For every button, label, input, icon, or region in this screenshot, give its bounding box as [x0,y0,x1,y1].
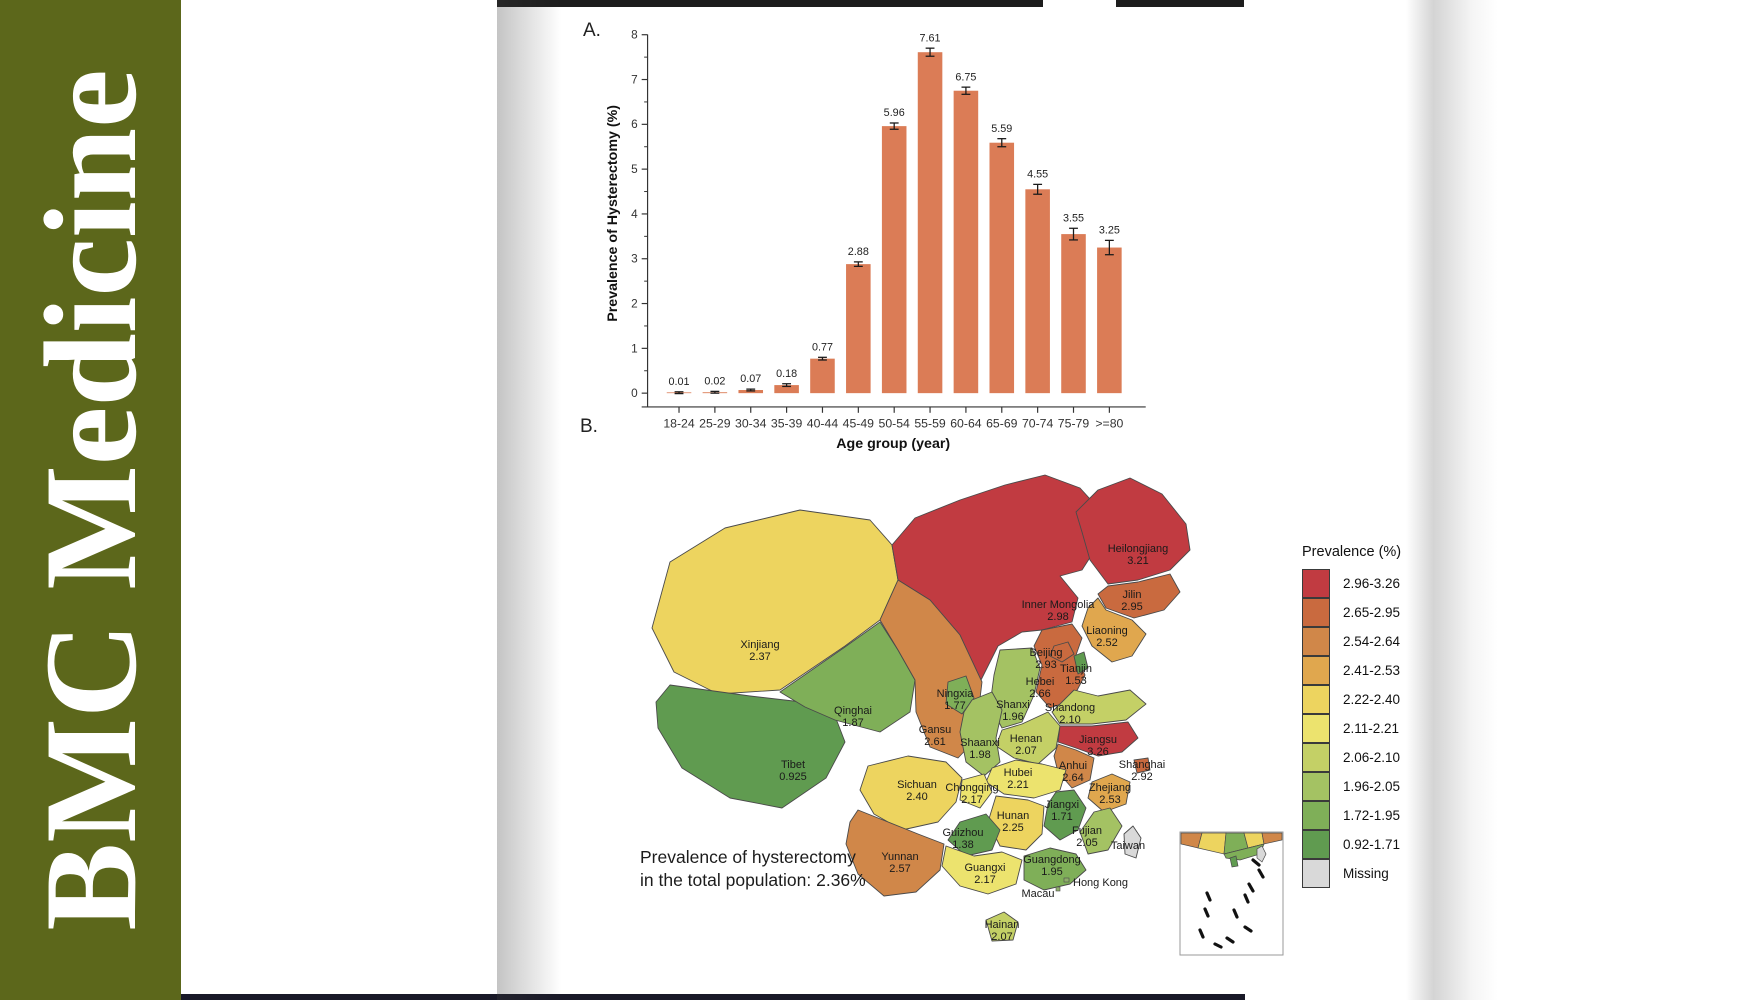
province-value-xinjiang: 2.37 [749,651,771,663]
y-tick-label: 2 [631,297,638,311]
x-tick-label: 25-29 [699,416,731,431]
legend-label: 2.41-2.53 [1343,663,1401,678]
province-label-zhejiang: Zhejiang [1088,782,1132,794]
city-label-hong-kong: Hong Kong [1073,877,1129,889]
province-value-ningxia: 1.77 [944,700,966,712]
province-value-beijing: 2.93 [1035,659,1057,671]
province-label-jiangsu: Jiangsu [1079,734,1117,746]
legend-swatch [1302,598,1330,627]
legend-title: Prevalence (%) [1302,544,1402,560]
legend-swatch [1302,743,1330,772]
province-value-shaanxi: 1.98 [969,749,991,761]
province-value-hainan: 2.07 [991,931,1013,943]
province-label-fujian: Fujian [1072,825,1102,837]
x-tick-label: 70-74 [1021,416,1054,431]
x-tick-label: 18-24 [663,416,695,431]
province-label-gansu: Gansu [918,724,952,736]
province-value-guizhou: 1.38 [952,839,974,851]
top-crop-strip-2 [1116,0,1244,7]
legend-swatch [1302,685,1330,714]
bar-60-64 [954,91,979,393]
bar-value-label: 2.88 [847,246,869,259]
province-label-anhui: Anhui [1058,760,1088,772]
legend-item [1302,598,1401,627]
bottom-crop-strip [0,994,1245,1000]
legend-swatch [1302,801,1330,830]
legend-item [1302,627,1401,656]
province-value-inner_mongolia: 2.98 [1047,611,1069,623]
province-label-heilongjiang: Heilongjiang [1107,543,1169,555]
province-value-jilin: 2.95 [1121,601,1143,613]
legend-label: 1.72-1.95 [1343,808,1401,823]
x-tick-label: 65-69 [986,416,1018,431]
x-tick-label: 35-39 [770,416,803,431]
legend-item [1302,830,1401,859]
bar-65-69 [989,143,1014,393]
province-value-tianjin: 1.53 [1065,675,1087,687]
bar-value-label: 0.01 [668,375,690,388]
y-tick-label: 5 [631,163,638,177]
bar-value-label: 3.25 [1098,224,1120,237]
bar-value-label: 5.59 [991,122,1013,135]
legend-label: 1.96-2.05 [1343,779,1401,794]
y-tick-label: 8 [631,28,638,42]
province-value-guangxi: 2.17 [974,874,996,886]
legend-item [1302,743,1401,772]
legend-swatch [1302,627,1330,656]
y-axis-title: Prevalence of Hysterectomy (%) [605,104,622,322]
bar-value-label: 0.02 [704,375,726,388]
province-label-taiwan: Taiwan [1110,840,1146,852]
province-label-jiangxi: Jiangxi [1044,799,1080,811]
x-tick-label: 55-59 [914,416,946,431]
province-label-hubei: Hubei [1003,767,1033,779]
province-label-jilin: Jilin [1122,589,1142,601]
province-label-liaoning: Liaoning [1086,625,1128,637]
legend-label: 2.22-2.40 [1343,692,1401,707]
page-edge-shadow-right [1406,0,1498,1000]
province-label-guangdong: Guangdong [1023,854,1081,866]
province-label-yunnan: Yunnan [881,851,919,863]
y-tick-label: 6 [631,118,638,132]
province-value-heilongjiang: 3.21 [1127,555,1149,567]
province-label-tianjin: Tianjin [1060,663,1092,675]
annotation-line-2: in the total population: 2.36% [640,870,866,890]
province-value-shanxi: 1.96 [1002,711,1024,723]
province-label-guangxi: Guangxi [964,862,1006,874]
legend-label: 0.92-1.71 [1343,837,1401,852]
x-tick-label: 60-64 [950,416,982,431]
bar-50-54 [882,126,907,393]
bar-value-label: 7.61 [919,32,941,45]
y-tick-label: 1 [631,342,638,356]
x-axis-title: Age group (year) [836,436,951,453]
y-tick-label: 0 [631,387,638,401]
bar-75-79 [1061,234,1086,393]
province-value-sichuan: 2.40 [906,791,928,803]
journal-title: BMC Medicine [17,69,164,931]
legend-label: Missing [1343,866,1389,881]
legend-item [1302,772,1401,801]
bar-value-label: 3.55 [1062,212,1085,225]
city-label-macau: Macau [1021,888,1055,900]
legend-item [1302,685,1401,714]
legend-swatch [1302,569,1330,598]
province-label-guizhou: Guizhou [942,827,984,839]
legend-item [1302,569,1401,598]
x-tick-label: 45-49 [842,416,875,431]
province-value-gansu: 2.61 [924,736,946,748]
legend-item [1302,859,1401,888]
province-label-qinghai: Qinghai [834,705,872,717]
legend-label: 2.11-2.21 [1343,721,1400,736]
bar-value-label: 5.96 [883,107,905,120]
china-choropleth-map [630,450,1290,970]
bar-45-49 [846,264,871,393]
bar-value-label: 0.18 [776,367,798,380]
province-value-hubei: 2.21 [1007,779,1029,791]
province-value-hunan: 2.25 [1002,822,1024,834]
y-tick-label: 3 [631,252,638,266]
province-value-henan: 2.07 [1015,745,1037,757]
province-label-hunan: Hunan [996,810,1030,822]
bar-chart-prevalence-by-age [560,8,1250,458]
province-heilongjiang [1076,478,1190,584]
province-label-ningxia: Ningxia [936,688,974,700]
legend-item [1302,714,1401,743]
province-label-shanghai: Shanghai [1118,759,1166,771]
province-value-liaoning: 2.52 [1096,637,1118,649]
province-value-guangdong: 1.95 [1041,866,1063,878]
province-label-sichuan: Sichuan [897,779,937,791]
journal-banner [0,0,181,1000]
macau-marker [1056,887,1060,891]
legend-label: 2.96-3.26 [1343,576,1401,591]
province-label-chongqing: Chongqing [945,782,999,794]
province-value-shanghai: 2.92 [1131,771,1153,783]
province-label-inner_mongolia: Inner Mongolia [1021,599,1095,611]
province-value-jiangsu: 3.26 [1087,746,1109,758]
legend-swatch [1302,772,1330,801]
province-value-fujian: 2.05 [1076,837,1098,849]
legend-item [1302,656,1401,685]
province-value-zhejiang: 2.53 [1099,794,1121,806]
province-value-chongqing: 2.17 [961,794,983,806]
legend-swatch [1302,859,1330,888]
panel-b-label: B. [580,416,598,437]
province-label-shaanxi: Shaanxi [960,737,1000,749]
x-tick-label: 50-54 [878,416,910,431]
province-value-anhui: 2.64 [1062,772,1084,784]
legend-item [1302,801,1401,830]
bar-value-label: 0.77 [811,341,833,354]
legend-swatch [1302,656,1330,685]
legend-label: 2.65-2.95 [1343,605,1401,620]
bar-70-74 [1025,189,1050,393]
x-tick-label: 40-44 [806,416,839,431]
province-label-beijing: Beijing [1029,647,1063,659]
province-value-yunnan: 2.57 [889,863,911,875]
y-tick-label: 7 [631,73,638,87]
legend-label: 2.54-2.64 [1343,634,1401,649]
bar-40-44 [810,359,835,393]
province-value-tibet: 0.925 [779,771,807,783]
panel-a-label: A. [583,20,601,41]
annotation-line-1: Prevalence of hysterectomy [640,847,856,867]
x-tick-label: 30-34 [735,416,767,431]
province-label-henan: Henan [1009,733,1043,745]
legend-swatch [1302,714,1330,743]
y-tick-label: 4 [631,207,638,221]
bar->=80 [1097,248,1122,394]
province-label-shandong: Shandong [1044,702,1096,714]
map-legend [1302,544,1401,888]
province-value-hebei: 2.66 [1029,688,1051,700]
province-label-hainan: Hainan [984,919,1020,931]
province-value-jiangxi: 1.71 [1051,811,1073,823]
bar-value-label: 0.07 [740,373,762,386]
x-tick-label: 75-79 [1057,416,1090,431]
province-label-xinjiang: Xinjiang [740,639,780,651]
bar-value-label: 4.55 [1027,168,1049,181]
hong-kong-marker [1064,878,1069,882]
top-crop-strip [497,0,1043,7]
x-tick-label: >=80 [1095,416,1124,431]
bar-55-59 [918,52,943,393]
province-label-tibet: Tibet [780,759,806,771]
bar-value-label: 6.75 [955,71,977,84]
legend-swatch [1302,830,1330,859]
province-value-shandong: 2.10 [1059,714,1081,726]
overall-prevalence-annotation [640,846,866,892]
province-value-qinghai: 1.87 [842,717,864,729]
province-label-shanxi: Shanxi [996,699,1030,711]
legend-label: 2.06-2.10 [1343,750,1401,765]
page-edge-shadow-left [497,0,561,1000]
province-label-hebei: Hebei [1025,676,1055,688]
